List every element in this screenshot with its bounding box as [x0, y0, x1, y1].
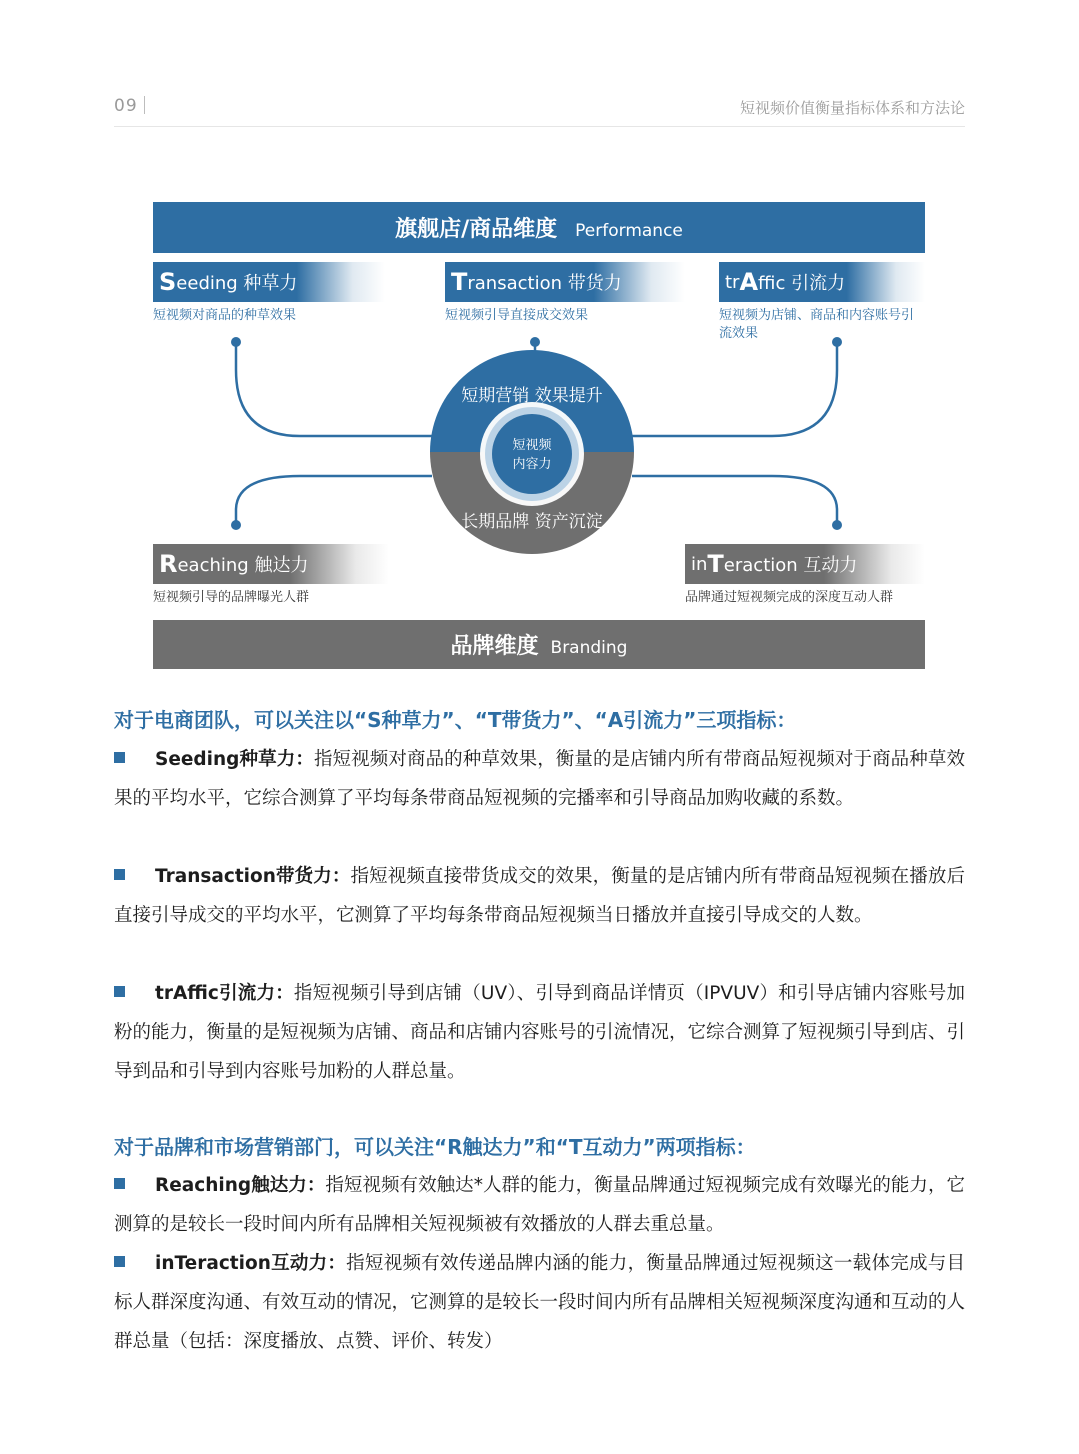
- connector-dot-interaction: [832, 520, 842, 530]
- metric-seeding-desc: 短视频对商品的种草效果: [153, 308, 297, 323]
- section-ecommerce-item-traffic: [114, 974, 965, 1091]
- bullet-icon: [114, 869, 125, 880]
- metric-interaction-prefix: in: [691, 553, 708, 575]
- metric-traffic-desc: 短视频为店铺、商品和内容账号引流效果: [719, 308, 915, 341]
- term-description: 指短视频直接带货成交的效果，衡量的是店铺内所有带商品短视频在播放后直接引导成交的平均水平，它测算了平均每条带商品短视频当日播放并直接引导成交的人数。: [114, 866, 965, 926]
- circle-core-label: [492, 436, 572, 474]
- metric-traffic: [719, 262, 925, 302]
- section-ecommerce-heading: 对于电商团队，可以关注以“S种草力”、“T带货力”、“A引流力”三项指标：: [114, 708, 797, 732]
- term-label: trAffic引流力：: [155, 983, 294, 1004]
- section-brand-heading: 对于品牌和市场营销部门，可以关注“R触达力”和“T互动力”两项指标：: [114, 1135, 756, 1159]
- metric-traffic-prefix: tr: [725, 271, 740, 293]
- connector-dot-transaction: [530, 337, 540, 347]
- term-label: inTeraction互动力：: [155, 1253, 347, 1274]
- metric-reaching-initial: R: [159, 550, 178, 578]
- metric-diagram: [0, 0, 1079, 700]
- connector-seeding: [236, 342, 432, 436]
- branding-bar: [153, 620, 925, 669]
- metric-seeding: [153, 262, 385, 302]
- circle-long-term-label: 长期品牌 资产沉淀: [461, 512, 603, 532]
- page-number: 09: [114, 96, 138, 116]
- metric-reaching-desc: 短视频引导的品牌曝光人群: [153, 590, 310, 605]
- metric-traffic-initial: A: [739, 268, 759, 296]
- metric-traffic-label: ffic 引流力: [758, 273, 846, 294]
- circle-short-term-label: 短期营销 效果提升: [461, 386, 603, 406]
- branding-bar-title: 品牌维度: [450, 634, 539, 659]
- connector-reaching: [236, 476, 432, 525]
- connector-traffic: [632, 342, 837, 436]
- term-description: 指短视频有效传递品牌内涵的能力，衡量品牌通过短视频这一载体完成与目标人群深度沟通、有效互动的情况，它测算的是较长一段时间内所有品牌相关短视频深度沟通和互动的人群总量（包括：深度播放、点赞、评价、转发）: [114, 1253, 966, 1352]
- metric-reaching: [153, 544, 389, 584]
- bullet-icon: [114, 1178, 125, 1189]
- metric-seeding-initial: S: [159, 268, 177, 296]
- circle-core-line2: 内容力: [512, 457, 552, 472]
- term-description: 指短视频对商品的种草效果，衡量的是店铺内所有带商品短视频对于商品种草效果的平均水平，它综合测算了平均每条带商品短视频的完播率和引导商品加购收藏的系数。: [114, 749, 965, 809]
- branding-bar-subtitle: Branding: [550, 637, 628, 658]
- section-brand-item-reaching: [114, 1166, 965, 1244]
- bullet-icon: [114, 1256, 125, 1267]
- performance-bar: [153, 202, 925, 253]
- term-label: Transaction带货力：: [155, 866, 351, 887]
- circle-core-line1: 短视频: [512, 438, 552, 453]
- term-label: Reaching触达力：: [155, 1175, 326, 1196]
- connector-dot-reaching: [231, 520, 241, 530]
- metric-interaction-initial: T: [707, 550, 724, 578]
- bullet-icon: [114, 752, 125, 763]
- metric-transaction-label: ransaction 带货力: [467, 273, 622, 294]
- metric-interaction: [685, 544, 925, 584]
- term-label: Seeding种草力：: [155, 749, 314, 770]
- document-title: 短视频价值衡量指标体系和方法论: [739, 99, 965, 117]
- section-brand-item-interaction: [114, 1244, 965, 1361]
- term-description: 指短视频有效触达*人群的能力，衡量品牌通过短视频完成有效曝光的能力，它测算的是较长一段时间内所有品牌相关短视频被有效播放的人群去重总量。: [114, 1175, 965, 1235]
- performance-bar-subtitle: Performance: [575, 220, 683, 241]
- section-ecommerce-item-seeding: [114, 740, 965, 818]
- metric-transaction-desc: 短视频引导直接成交效果: [445, 308, 589, 323]
- metric-seeding-label: eeding 种草力: [176, 273, 298, 294]
- metric-transaction: [445, 262, 685, 302]
- connector-dot-seeding: [231, 337, 241, 347]
- metric-interaction-label: eraction 互动力: [723, 555, 858, 576]
- section-ecommerce-item-transaction: [114, 857, 965, 935]
- metric-reaching-label: eaching 触达力: [177, 555, 309, 576]
- performance-bar-title: 旗舰店/商品维度: [395, 217, 558, 242]
- metric-interaction-desc: 品牌通过短视频完成的深度互动人群: [685, 590, 894, 605]
- connector-interaction: [632, 476, 837, 525]
- bullet-icon: [114, 986, 125, 997]
- term-description: 指短视频引导到店铺（UV）、引导到商品详情页（IPVUV）和引导店铺内容账号加粉的能力，衡量的是短视频为店铺、商品和店铺内容账号的引流情况，它综合测算了短视频引导到店、引导到品和引导到内容账号加粉的人群总量。: [114, 983, 966, 1082]
- metric-transaction-initial: T: [451, 268, 468, 296]
